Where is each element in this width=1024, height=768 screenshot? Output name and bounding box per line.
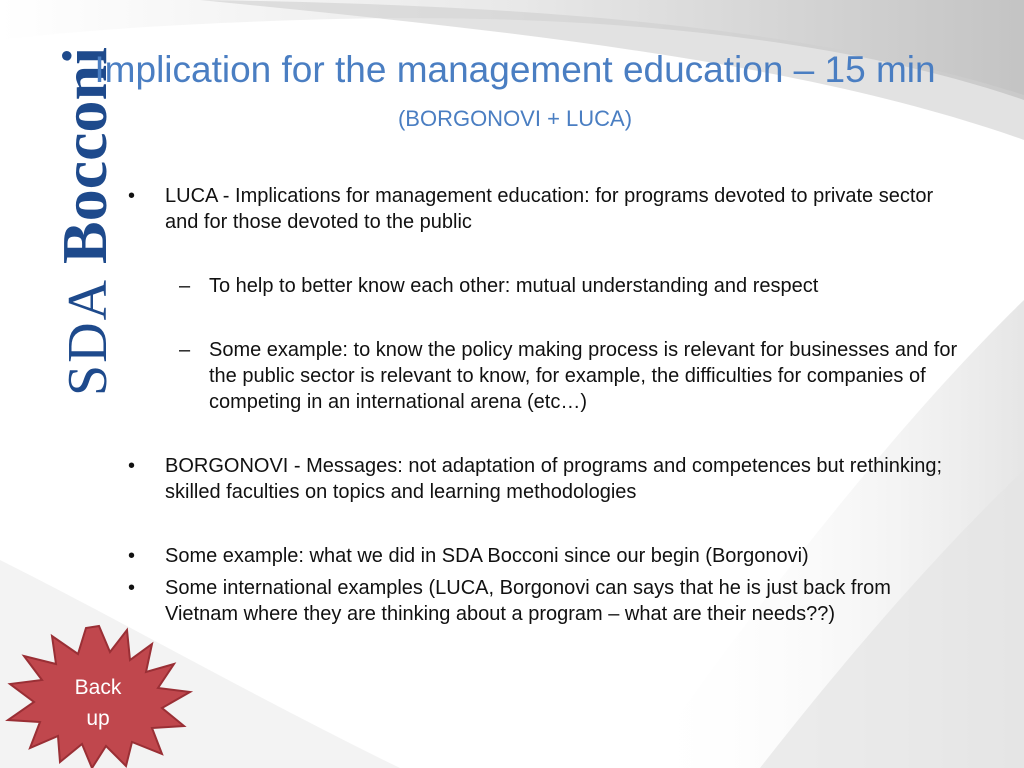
- title-subtitle: (BORGONOVI + LUCA): [397, 106, 633, 131]
- bullet-marker: •: [128, 545, 136, 567]
- logo-sda: SDA: [57, 277, 119, 396]
- sub-bullet-text: To help to better know each other: mutual understanding and respect: [209, 275, 819, 297]
- bullet-marker: •: [128, 455, 136, 477]
- backup-button[interactable]: [48, 672, 148, 734]
- bullet-marker: •: [128, 185, 136, 207]
- bullet-text: LUCA - Implications for management education: for programs devoted to private sector and for those devoted to the public: [165, 185, 934, 233]
- bullet-text: Some example: what we did in SDA Bocconi since our begin (Borgonovi): [165, 545, 809, 567]
- dash-marker: –: [179, 339, 191, 361]
- sub-bullet-item: [124, 337, 964, 415]
- slide-content: [124, 183, 964, 627]
- bullet-marker: •: [128, 577, 136, 599]
- bullet-item: [124, 453, 964, 505]
- sub-bullet-item: [124, 273, 964, 299]
- logo-bocconi: Bocconi: [49, 47, 120, 264]
- backup-line1: Back: [74, 676, 122, 699]
- slide-title: [70, 48, 960, 141]
- bullet-item: [124, 543, 964, 569]
- title-main: Implication for the management education – 15 min: [94, 49, 936, 90]
- dash-marker: –: [179, 275, 191, 297]
- bullet-item: [124, 183, 964, 235]
- bullet-text: BORGONOVI - Messages: not adaptation of programs and competences but rethinking; skilled faculties on topics and learning methodologies: [165, 455, 943, 503]
- sub-bullet-text: Some example: to know the policy making process is relevant for businesses and for the public sector is relevant to know, for example, the difficulties for companies of competing in an international arena (etc…): [209, 339, 958, 413]
- backup-line2: up: [86, 707, 110, 730]
- bullet-item: [124, 575, 964, 627]
- bullet-text: Some international examples (LUCA, Borgonovi can says that he is just back from Vietnam where they are thinking about a program – what are their needs??): [165, 577, 891, 625]
